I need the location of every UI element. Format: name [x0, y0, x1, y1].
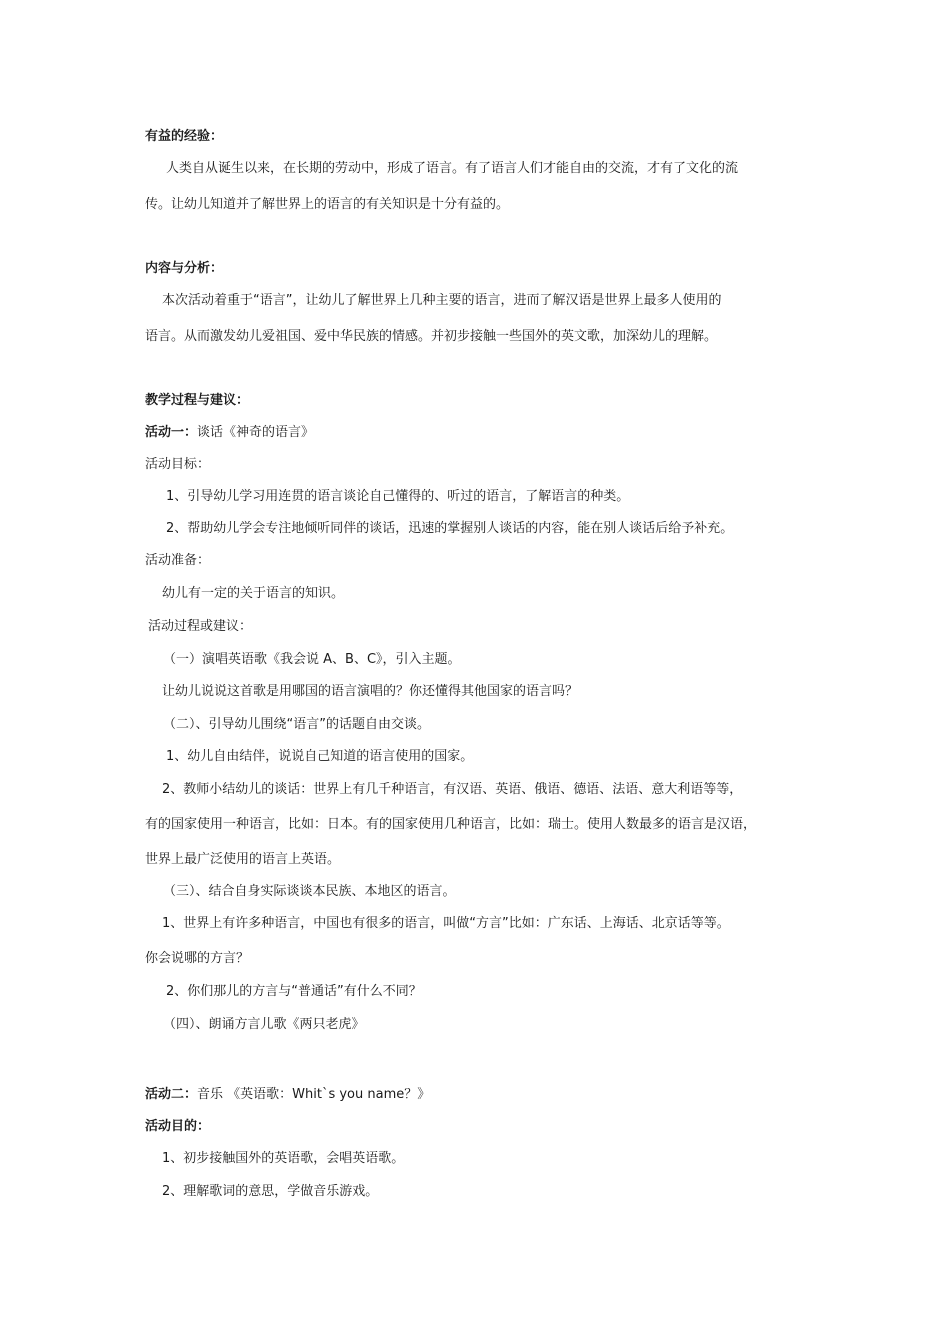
activity1-step-3-item-1-cont: 你会说哪的方言？: [145, 951, 250, 966]
activity2-goal-label: 活动目的：: [145, 1119, 211, 1134]
activity1-step-2: （二）、引导幼儿围绕“语言”的话题自由交谈。: [163, 717, 430, 732]
activity2-title-text: 音乐 《英语歌：Whit`s you name？》: [197, 1087, 431, 1102]
analysis-paragraph-line2: 语言。从而激发幼儿爱祖国、爱中华民族的情感。并初步接触一些国外的英文歌，加深幼儿的理解。: [145, 329, 718, 344]
activity1-goal-label: 活动目标：: [145, 457, 211, 472]
process-heading: 教学过程与建议：: [145, 393, 250, 408]
activity1-step-2-item-2-cont1: 有的国家使用一种语言，比如：日本。有的国家使用几种语言，比如：瑞士。使用人数最多的语言是汉语，: [145, 817, 757, 832]
activity1-steps-label: 活动过程或建议：: [148, 619, 253, 634]
activity1-step-2-item-2: 2、教师小结幼儿的谈话：世界上有几千种语言，有汉语、英语、俄语、德语、法语、意大利语等等，: [162, 782, 743, 797]
activity1-title: [145, 424, 314, 442]
activity1-step-3: （三）、结合自身实际谈谈本民族、本地区的语言。: [163, 884, 456, 899]
activity1-prep-text: 幼儿有一定的关于语言的知识。: [162, 586, 345, 601]
activity1-title-label: 活动一：: [145, 425, 198, 440]
activity2-goal-2: 2、理解歌词的意思，学做音乐游戏。: [162, 1184, 379, 1199]
activity1-step-1: （一）演唱英语歌《我会说 A、B、C》，引入主题。: [163, 652, 461, 667]
activity1-goal-2: 2、帮助幼儿学会专注地倾听同伴的谈话，迅速的掌握别人谈话的内容，能在别人谈话后给予补充。: [166, 521, 734, 536]
activity1-step-2-item-2-cont2: 世界上最广泛使用的语言上英语。: [145, 852, 341, 867]
activity2-title: [145, 1086, 430, 1104]
activity1-step-1-detail: 让幼儿说说这首歌是用哪国的语言演唱的？你还懂得其他国家的语言吗？: [162, 684, 579, 699]
activity2-goal-1: 1、初步接触国外的英语歌，会唱英语歌。: [162, 1151, 405, 1166]
analysis-paragraph-line1: 本次活动着重于“语言”，让幼儿了解世界上几种主要的语言，进而了解汉语是世界上最多人使用的: [162, 293, 722, 308]
activity1-prep-label: 活动准备：: [145, 553, 211, 568]
experience-paragraph-line2: 传。让幼儿知道并了解世界上的语言的有关知识是十分有益的。: [145, 197, 510, 212]
activity1-step-2-item-1: 1、幼儿自由结伴，说说自己知道的语言使用的国家。: [166, 749, 474, 764]
activity1-title-text: 谈话《神奇的语言》: [197, 425, 315, 440]
activity1-step-4: （四）、朗诵方言儿歌《两只老虎》: [163, 1017, 365, 1032]
activity1-step-3-item-1: 1、世界上有许多种语言，中国也有很多的语言，叫做“方言”比如：广东话、上海话、北京话等等。: [162, 916, 730, 931]
activity2-title-label: 活动二：: [145, 1087, 198, 1102]
activity1-step-3-item-2: 2、你们那儿的方言与“普通话”有什么不同？: [166, 984, 422, 999]
activity1-goal-1: 1、引导幼儿学习用连贯的语言谈论自己懂得的、听过的语言，了解语言的种类。: [166, 489, 630, 504]
analysis-heading: 内容与分析：: [145, 261, 224, 276]
experience-paragraph-line1: 人类自从诞生以来，在长期的劳动中，形成了语言。有了语言人们才能自由的交流，才有了文化的流: [166, 161, 739, 176]
experience-heading: 有益的经验：: [145, 129, 224, 144]
